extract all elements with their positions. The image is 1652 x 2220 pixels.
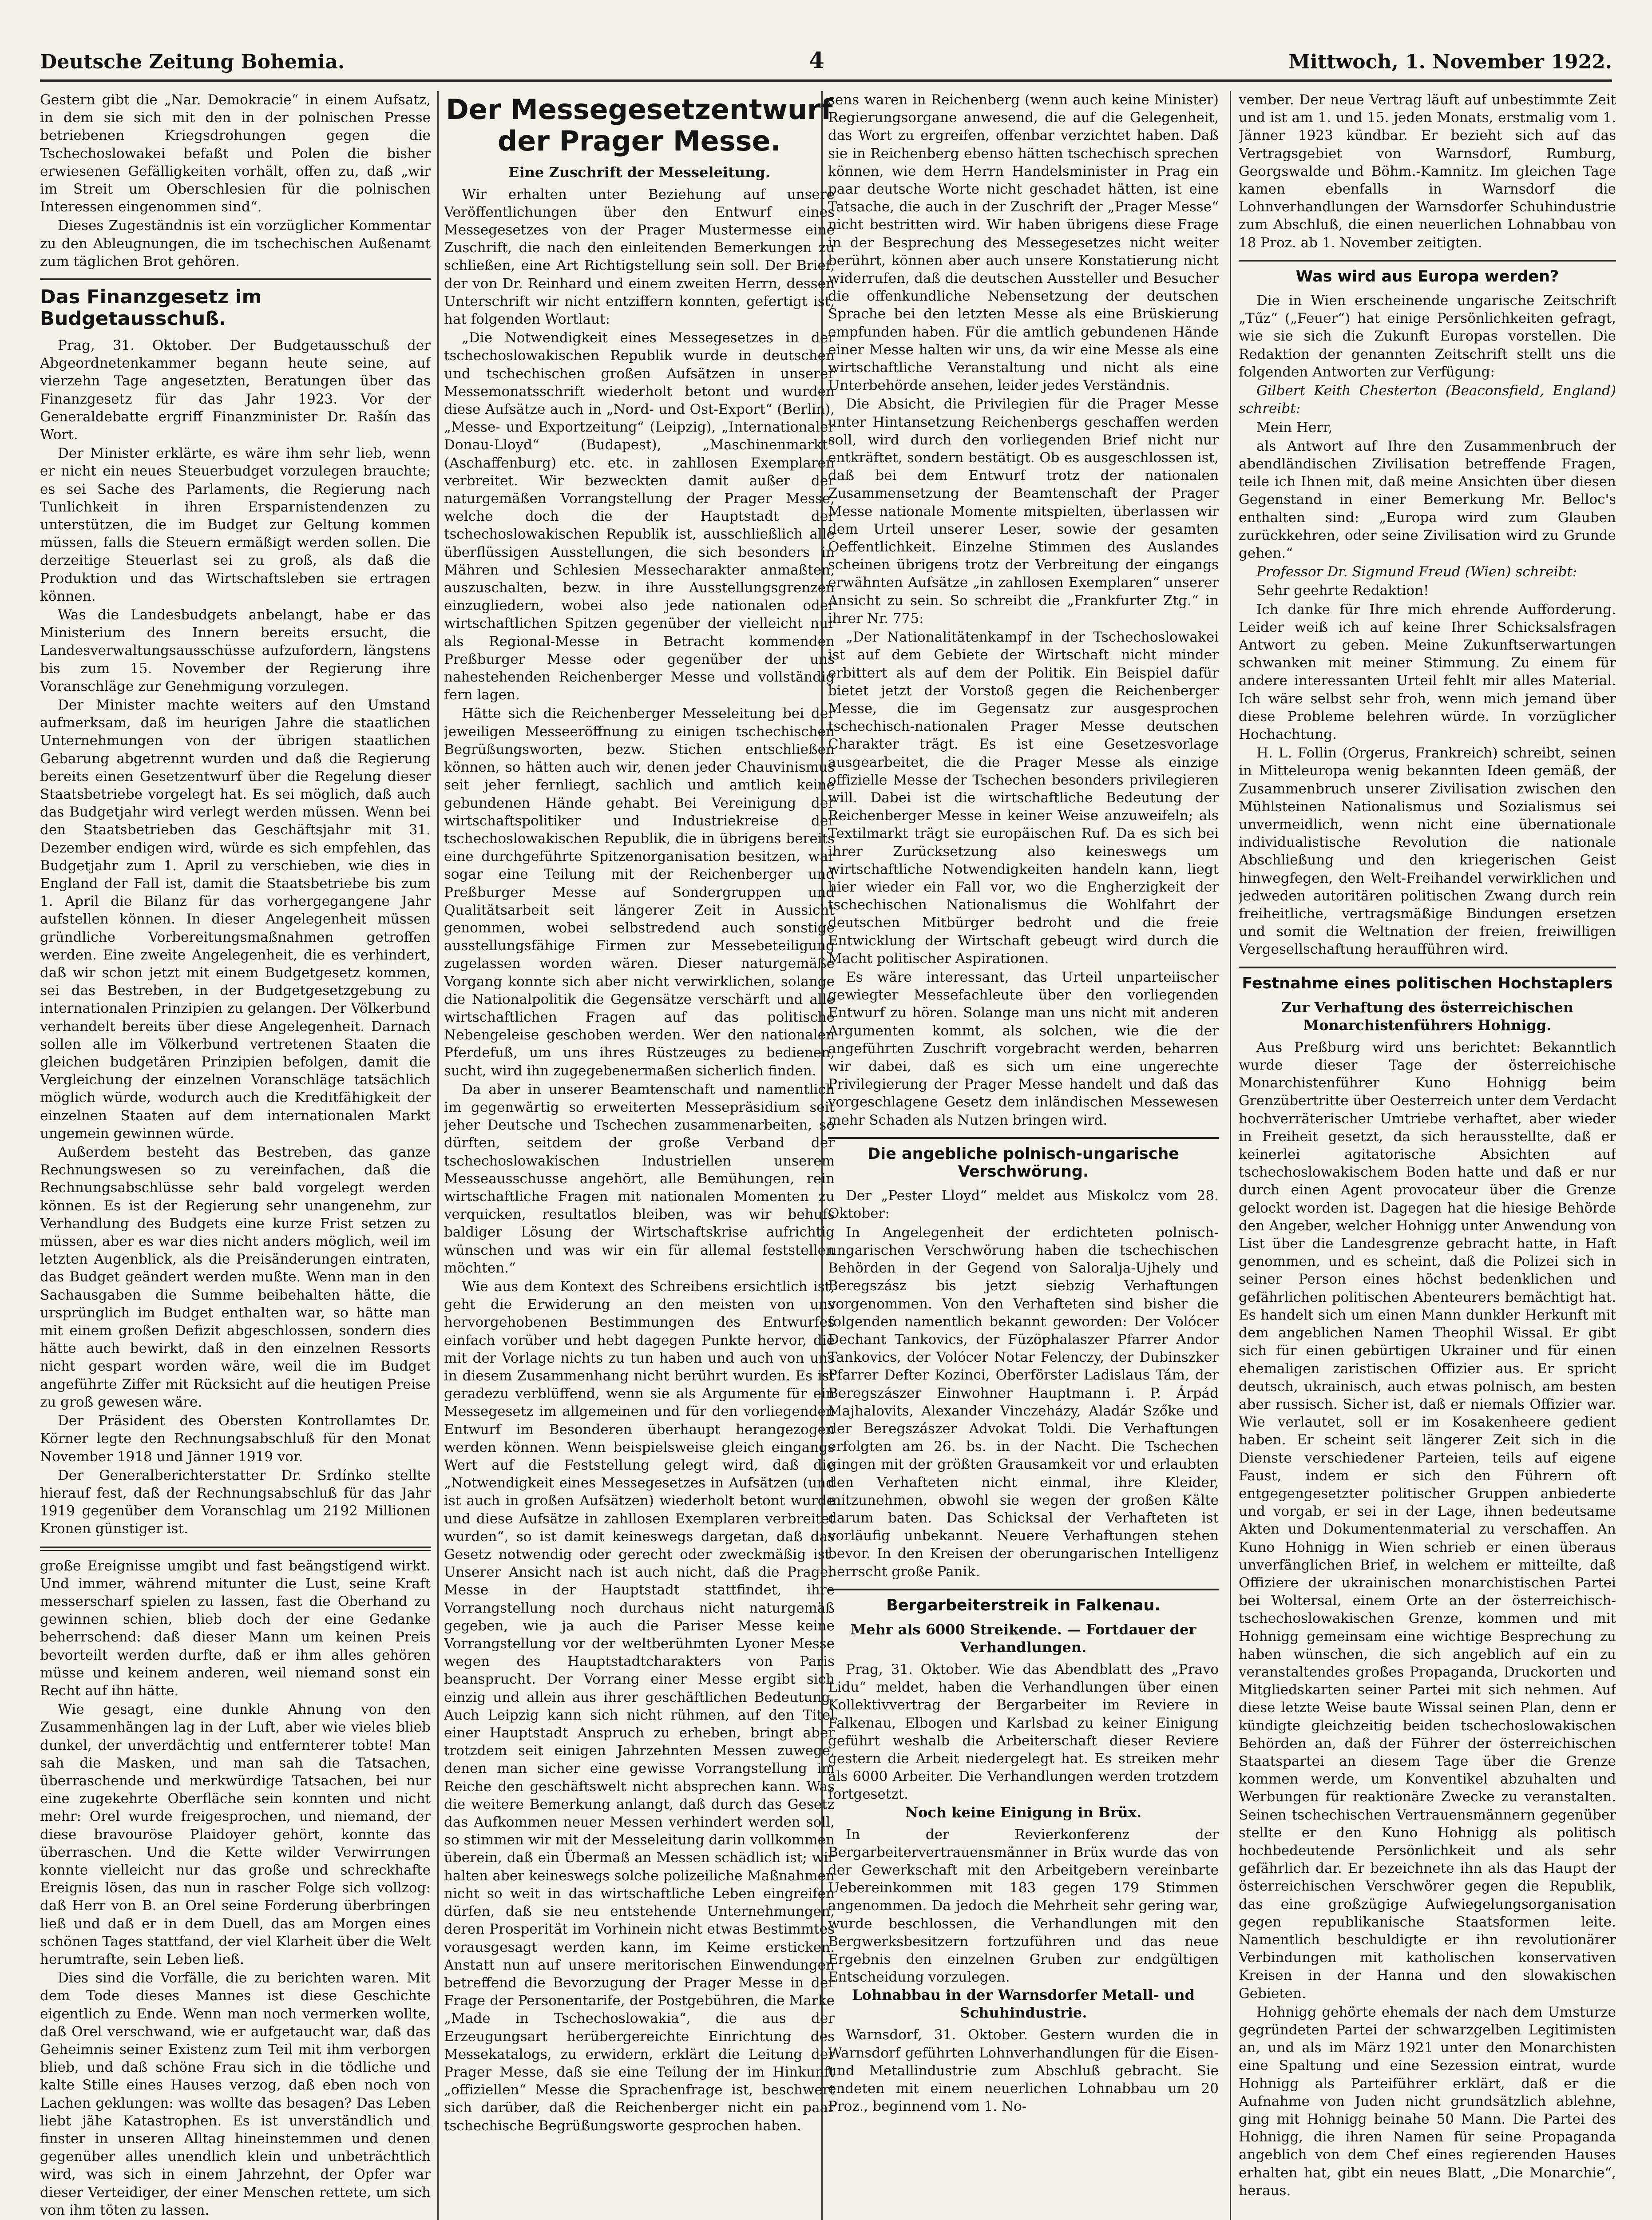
paragraph: Es wäre interessant, das Urteil unparteiischer gewiegter Messefachleute über den vorliegenden Entwurf zu hören. Solange man uns nicht mit anderen Argumenten kommt, als solchen, wie die der angeführten Zuschrift vorgebracht werden, beharren wir dabei, daß es sich um eine ungerechte Privilegierung der Prager Messe handelt und daß das vorgeschlagene Gesetz dem inländischen Messewesen mehr Schaden als Nutzen bringen wird. <box>828 969 1219 1128</box>
paragraph: Wie gesagt, eine dunkle Ahnung von den Zusammenhängen lag in der Luft, aber wie vieles blieb dunkel, der unverdächtig und entfernterer tobte! Man sah die Masken, und man sah die Tatsachen, überraschende und merkwürdige Tatsachen, bei nur eine zugekehrte Oberfläche sein konnten und nicht mehr: Orel wurde freigesprochen, und niemand, der diese bravouröse Plaidoyer gehört, konnte das überraschen. Und die Kette wilder Verwirrungen konnte vielleicht nur das große und schreckhafte Ereignis lösen, das nun in rascher Folge sich vollzog: daß Herr von B. an Orel seine Forderung überbringen ließ und daß er in dem Duell, das am Morgen eines schönen Tages stattfand, der viel Klarheit über die Welt herumtrafte, sein Leben ließ. <box>40 1701 431 1967</box>
column-3 <box>828 91 1219 2220</box>
paragraph: Hätte sich die Reichenberger Messeleitung bei der jeweiligen Messeeröffnung zu einigen tschechischen Begrüßungsworten, bezw. Stichen entschließen können, so hätten auch wir, denen jeder Chauvinismus seit jeher fernliegt, sachlich und amtlich keine gebundenen Hände gehabt. Bei Vereinigung der wirtschaftspolitiker und Industriekreise der tschechoslowakischen Republik, die in übrigens bereits eine durchgeführte Spitzenorganisation besitzen, war sogar eine Teilung mit der Reichenberger und Preßburger Messe auf Sondergruppen und Qualitätsarbeit seit längerer Zeit in Aussicht genommen, wobei selbstredend auch sonstige ausstellungsfähige Firmen zur Messebeteiligung zugelassen worden wären. Dieser naturgemäße Vorgang konnte sich aber nicht verwirklichen, solange die Nationalpolitik die Gegensätze verschärft und alle wirtschaftlichen Fragen auf das politische Nebengeleise geschoben werden. Wer den nationalen Pferdefuß, um uns ihres Rüstzeuges zu bedienen, sucht, wird ihn zugegebenermaßen sicherlich finden. <box>444 706 835 1079</box>
headline-messegesetz: Der Messegesetzentwurf der Prager Messe. <box>446 93 833 158</box>
column-1 <box>40 91 431 2220</box>
divider <box>40 278 431 280</box>
paragraph: Dieses Zugeständnis ist ein vorzüglicher Kommentar zu den Ableugnungen, die im tschechischen Außenamt zum täglichen Brot gehören. <box>40 218 431 270</box>
page-number: 4 <box>808 47 824 73</box>
paragraph: Prag, 31. Oktober. Der Budgetausschuß der Abgeordnetenkammer begann heute seine, auf vierzehn Tage angesetzten, Beratungen über das Finanzgesetz für das Jahr 1923. Vor der Generaldebatte ergriff Finanzminister Dr. Rašín das Wort. <box>40 337 431 443</box>
paragraph: Mein Herr, <box>1256 419 1333 436</box>
column-4 <box>1239 91 1616 2220</box>
column-divider <box>1230 91 1231 2220</box>
paragraph: Aus Preßburg wird uns berichtet: Bekanntlich wurde dieser Tage der österreichische Monarchistenführer Kuno Hohnigg beim Grenzübertritte über Oesterreich unter dem Verdacht hochverräterischer Umtriebe verhaftet, aber wieder in Freiheit gesetzt, da sich herausstellte, daß er keinerlei agitatorische Absichten auf tschechoslowakischem Boden hatte und daß er nur durch einen Agent provocateur über die Grenze gelockt worden ist. Dagegen hat die hiesige Behörde den Angeber, welcher Hohnigg unter Anwendung von List über die Landesgrenze gebracht hatte, in Haft genommen, und es scheint, daß die Polizei sich in seiner Person eines höchst bedenklichen und gefährlichen politischen Abenteurers bemächtigt hat. Es handelt sich um einen Mann dunkler Herkunft mit dem angeblichen Namen Theophil Wissal. Er gibt sich für einen gebürtigen Ukrainer und für einen ehemaligen zaristischen Offizier aus. Er spricht deutsch, ukrainisch, auch etwas polnisch, am besten aber russisch. Sicher ist, daß er niemals Offizier war. Wie verlautet, soll er im Kosakenheere gedient haben. Er scheint seit längerer Zeit sich in die Dienste verschiedener Parteien, teils auf eigene Faust, indem er sich den Führern oft entgegengesetzter politischer Gruppen anbiederte und vorgab, er sei in der Lage, ihnen bedeutsame Akten und Dokumentenmaterial zu verschaffen. An Kuno Hohnigg in Wien schrieb er einen überaus unverfänglichen Brief, in welchem er mitteilte, daß Offiziere der ukrainischen monarchistischen Partei bei Woltersal, einem Orte an der österreichisch-tschechoslowakischen Grenze, kommen und mit Hohnigg gemeinsam eine wichtige Besprechung zu haben wünschen, die sich angeblich auf ein zu veranstaltendes großes Propaganda, Druckorten und Mitgliedskarten seiner Partei mit sich nehmen. Auf diese letzte Weise baute Wissal seinen Plan, denn er kündigte gleichzeitig beiden tschechoslowakischen Behörden an, daß der Führer der österreichischen Staatspartei an diesem Tage über die Grenze kommen werde, um Konventikel abzuhalten und Werbungen für reaktionäre Zwecke zu veranstalten. Seinen tschechischen Vertrauensmännern gegenüber stellte er den Kuno Hohnigg als politisch hochbedeutende Persönlichkeit und als sehr gefährlich dar. Er bezeichnete ihn als das Haupt der österreichischen Verschwörer gegen die Republik, das eine großzügige Aufwiegelungsorganisation gegen republikanische Staatsformen leite. Namentlich beschuldigte er ihn revolutionärer Verbindungen mit katholischen konservativen Kreisen in der Hanna und den slowakischen Gebieten. <box>1239 1039 1616 2002</box>
paragraph: Der Minister erklärte, es wäre ihm sehr lieb, wenn er nicht ein neues Steuerbudget vorzulegen brauchte; es sei Sache des Parlaments, die Regierung nach Tunlichkeit in ihren Ersparnistendenzen zu unterstützen, die im Budget zur Geltung kommen müssen, falls die Steuern ermäßigt werden sollen. Die derzeitige Steuerlast sei zu groß, als daß die Produktion und das Wirtschaftsleben sie ertragen können. <box>40 445 431 604</box>
paragraph: Gestern gibt die „Nar. Demokracie“ in einem Aufsatz, in dem sie sich mit den in der polnischen Presse betriebenen Kriegsdrohungen gegen die Tschechoslowakei befaßt und Polen die bisher erwiesenen Gefälligkeiten vorhält, offen zu, daß „wir im Streit um Oberschlesien für die polnischen Interessen eingenommen sind“. <box>40 92 431 215</box>
paragraph: Der Minister machte weiters auf den Umstand aufmerksam, daß im heurigen Jahre die staatlichen Unternehmungen von der übrigen staatlichen Gebarung abgetrennt wurden und daß die Regierung bereits einen Gesetzentwurf über die Regelung dieser Staatsbetriebe vorgelegt hat. Es sei möglich, daß auch das Budgetjahr wird verlegt werden müssen. Wenn bei den Staatsbetrieben das Geschäftsjahr mit 31. Dezember endigen wird, würde es sich empfehlen, das Budgetjahr zum 1. April zu verschieben, wie dies in England der Fall ist, damit die Staatsbetriebe bis zum 1. April die Bilanz für das vorhergegangene Jahr aufstellen können. In dieser Angelegenheit müssen gründliche Vorbereitungsmaßnahmen getroffen werden. Eine zweite Angelegenheit, die es verhindert, daß wir schon jetzt mit einem Budgetgesetz kommen, sei das Bestreben, in der Budgetgesetzgebung zu internationalen Prinzipien zu gelangen. Der Völkerbund verhandelt bereits über diese Angelegenheit. Darnach sollen alle im Völkerbund vertretenen Staaten die gleichen budgetären Prinzipien befolgen, damit die Vergleichung der einzelnen Voranschläge tatsächlich möglich würde, wodurch auch die Kreditfähigkeit der einzelnen Staaten auf dem internationalen Markt ungemein gewinnen würde. <box>40 697 431 1142</box>
headline-brux: Noch keine Einigung in Brüx. <box>905 1804 1142 1821</box>
byline: Professor Dr. Sigmund Freud (Wien) schreibt: <box>1256 564 1577 580</box>
paragraph: „Der Nationalitätenkampf in der Tschechoslowakei ist auf dem Gebiete der Wirtschaft nicht minder erbittert als auf dem der Politik. Ein Beispiel dafür bietet jetzt der Vorstoß gegen die Reichenberger Messe, die im Gegensatz zur ausgesprochen tschechisch-nationalen Prager Messe deutschen Charakter trägt. Es ist eine Gesetzesvorlage ausgearbeitet, die die Prager Messe als einzige offizielle Messe der Tschechen besonders privilegieren will. Dabei ist die wirtschaftliche Bedeutung der Reichenberger Messe in keiner Weise anzuweifeln; als Textilmarkt trägt sie europäischen Ruf. Da es sich bei ihrer Zurücksetzung also keineswegs um wirtschaftliche Notwendigkeiten handeln kann, liegt hier wieder ein Fall vor, wo die Engherzigkeit der tschechischen Nationalismus die Wohlfahrt der deutschen Mitbürger bedroht und die freie Entwicklung der Wirtschaft gebeugt wird durch die Macht politischer Aspirationen. <box>828 629 1219 967</box>
newspaper-name: Deutsche Zeitung Bohemia. <box>40 51 345 73</box>
issue-date: Mittwoch, 1. November 1922. <box>1288 51 1612 73</box>
paragraph: „Die Notwendigkeit eines Messegesetzes in der tschechoslowakischen Republik wurde in deutschen und tschechischen großen Aufsätzen in unserer Messemonatsschrift wiederholt betont und wurden diese Aufsätze auch in „Nord- und Ost-Export“ (Berlin), „Messe- und Exportzeitung“ (Leipzig), „Internationaler Donau-Lloyd“ (Budapest), „Maschinenmarkt“ (Aschaffenburg) etc. etc. in zahllosen Exemplaren verbreitet. Wir bezweckten damit außer der naturgemäßen Vorrangstellung der Prager Messe, welche doch die der Hauptstadt der tschechoslowakischen Republik ist, ausschließlich alle überflüssigen Ausstellungen, die sich besonders in Mähren und Schlesien Messecharakter anmaßten, auszuschalten, bezw. in ihre Ausstellungsgrenzen einzugliedern, wobei also jede nationalen oder wirtschaftlichen Spitzen gegenüber der vielleicht nur als Regional-Messe in Betracht kommenden Preßburger Messe oder gegenüber der uns nahestehenden Reichenberger Messe und vollständig fern lagen. <box>444 330 835 703</box>
feuilleton-divider <box>40 1546 431 1551</box>
paragraph: H. L. Follin (Orgerus, Frankreich) schreibt, seinen in Mitteleuropa wenig bekannten Ideen gemäß, der Zusammenbruch unserer Zivilisation zwischen den Mühlsteinen Nationalismus und Sozialismus sei unvermeidlich, wenn nicht eine übernationale individualistische Revolution die nationale Abschließung und den kriegerischen Geist hinwegfegen, den Welt-Freihandel verwirklichen und jedweden autoritären politischen Zwang durch rein freiheitliche, vertragsmäßige Bindungen ersetzen und somit die Weltnation der freien, freiwilligen Vergesellschaftung heraufführen wird. <box>1239 745 1616 958</box>
headline-europa: Was wird aus Europa werden? <box>1295 267 1559 285</box>
headline-verschwoerung: Die angebliche polnisch-ungarische Verschwörung. <box>868 1145 1179 1181</box>
paragraph: Da aber in unserer Beamtenschaft und namentlich im gegenwärtig so erweiterten Messepräsidium seit jeher Deutsche und Tschechen zusammenarbeiten, so dürften, seitdem der große Verband der tschechoslowakischen Industriellen unserem Messeausschusse angehört, alle Bemühungen, rein wirtschaftliche Fragen mit nationalen Momenten zu verquicken, resultatlos bleiben, was wir behufs baldiger Lösung der Wirtschaftskrise aufrichtig wünschen und was wir ein für allemal feststellen möchten.“ <box>444 1081 835 1276</box>
paragraph: Sehr geehrte Redaktion! <box>1256 583 1429 599</box>
paragraph: Ich danke für Ihre mich ehrende Aufforderung. Leider weiß ich auf keine Ihrer Schicksalsfragen Antwort zu geben. Meine Zukunftserwartungen schwanken mit meiner Stimmung. Zu einem für andere interessanten Urteil fehlt mir alles Material. Ich wäre selbst sehr froh, wenn mich jemand über diese Probleme belehren würde. In vorzüglicher Hochachtung. <box>1239 601 1616 742</box>
divider <box>828 1589 1219 1590</box>
byline: Gilbert Keith Chesterton (Beaconsfield, England) schreibt: <box>1239 383 1616 417</box>
column-divider <box>437 91 439 2220</box>
paragraph: Der Präsident des Obersten Kontrollamtes Dr. Körner legte den Rechnungsabschluß für den Monat November 1918 und Jänner 1919 vor. <box>40 1413 431 1465</box>
paragraph: große Ereignisse umgibt und fast beängstigend wirkt. Und immer, während mitunter die Lust, seine Kraft messerscharf spielen zu lassen, fast die Oberhand zu gewinnen schien, blieb doch der eine Gedanke beherrschend: daß dieser Mann um keinen Preis bevorteilt werden durfte, daß er ihm alles gehören müsse und keinem anderen, weil niemand sonst ein Recht auf ihn hätte. <box>40 1558 431 1699</box>
headline-hochstapler: Festnahme eines politischen Hochstaplers <box>1242 974 1613 992</box>
paragraph: Dies sind die Vorfälle, die zu berichten waren. Mit dem Tode dieses Mannes ist diese Geschichte eigentlich zu Ende. Wenn man noch vermerken wollte, daß Orel verschwand, wie er aufgetaucht war, daß das Geheimnis seiner Existenz zum Teil mit ihm verborgen blieb, und daß schöne Frau sich in die tödliche und kalte Stille eines Hauses verzog, daß eben noch von Lachen geklungen: was wollte das besagen? Das Leben liebt jähe Katastrophen. Es ist unverständlich und finster in unseren Alltag hineinstemmen und denen gegenüber alles unendlich klein und unbeträchtlich wird, was sich in einem Jahrzehnt, der Opfer war dieser Verteidiger, der einer Menschen rettete, um sich von ihm töten zu lassen. <box>40 1970 431 2218</box>
paragraph: In Angelegenheit der erdichteten polnisch-ungarischen Verschwörung haben die tschechischen Behörden in der Gegend von Saloralja-Ujhely und Beregszász bis jetzt siebzig Verhaftungen vorgenommen. Von den Verhafteten sind bisher die folgenden namentlich bekannt geworden: Der Volócer Dechant Tankovics, der Füzöphalaszer Pfarrer Andor Tankovics, der Volócer Notar Felenczy, der Dubinszker Pfarrer Defter Kozinci, Oberförster Ladislaus Tám, der Beregszászer Einwohner Hauptmann i. P. Árpád Majhalovits, Alexander Vinczeházy, Aladár Szőke und der Beregszászer Advokat Toldi. Die Verhaftungen erfolgten am 26. bs. in der Nacht. Die Tschechen gingen mit der größten Grausamkeit vor und erlaubten den Verhafteten nicht einmal, ihre Kleider, mitzunehmen, obwohl sie wegen der großen Kälte darum baten. Das Schicksal der Verhafteten ist vorläufig unbekannt. Neuere Verhaftungen stehen bevor. In den Kreisen der oberungarischen Intelligenz herrscht große Panik. <box>828 1224 1219 1580</box>
headline-finanzgesetz: Das Finanzgesetz im Budgetausschuß. <box>40 286 262 330</box>
subheadline: Mehr als 6000 Streikende. — Fortdauer der Verhandlungen. <box>850 1621 1196 1656</box>
paragraph: Warnsdorf, 31. Oktober. Gestern wurden die in Warnsdorf geführten Lohnverhandlungen für die Eisen- und Metallindustrie zum Abschluß gebracht. Sie endeten mit einem neuerlichen Lohnabbau um 20 Proz., beginnend vom 1. No- <box>828 2027 1219 2115</box>
running-header <box>40 42 1612 82</box>
subheadline: Zur Verhaftung des österreichischen Monarchistenführers Hohnigg. <box>1281 999 1574 1034</box>
paragraph: In der Revierkonferenz der Bergarbeitervertrauensmänner in Brüx wurde das von der Gewerkschaft mit den Arbeitgebern vereinbarte Uebereinkommen mit 183 gegen 179 Stimmen angenommen. Da jedoch die Mehrheit sehr gering war, wurde beschlossen, die Verhandlungen mit den Bergwerksbesitzern fortzuführen und das neue Ergebnis den einzelnen Gruben zur endgültigen Entscheidung vorzulegen. <box>828 1826 1219 1986</box>
column-2 <box>444 91 835 2220</box>
paragraph: sens waren in Reichenberg (wenn auch keine Minister) Regierungsorgane anwesend, die auf die Gelegenheit, das Wort zu ergreifen, offenbar verzichtet haben. Daß sie in Reichenberg ebenso hätten tschechisch sprechen können, wie dem Herrn Handelsminister in Prag ein paar deutsche Worte nicht geschadet hätten, ist eine Tatsache, die auch in der Zuschrift der „Prager Messe“ nicht bestritten wird. Wir haben übrigens diese Frage in der Besprechung des Messegesetzes nicht weiter berührt, können aber auch unsere Konstatierung nicht widerrufen, daß die deutschen Aussteller und Besucher die offenkundliche Nebensetzung der deutschen Sprache bei den letzten Messe als eine Brüskierung empfunden haben. Für die amtlich gebundenen Hände einer Messe halten wir uns, da wir eine Messe als eine wirtschaftliche Veranstaltung und nicht als eine Unterbehörde ansehen, leider jedes Verständnis. <box>828 92 1219 394</box>
divider <box>1239 260 1616 262</box>
paragraph: Die Absicht, die Privilegien für die Prager Messe unter Hintansetzung Reichenbergs geschaffen werden soll, wird durch den vorliegenden Brief nicht nur entkräftet, sondern bestätigt. Ob es ausgeschlossen ist, daß bei dem Entwurf trotz der nationalen Zusammensetzung der Beamtenschaft der Prager Messe nationale Momente mitspielten, überlassen wir dem Urteil unserer Leser, sowie der gesamten Oeffentlichkeit. Einzelne Stimmen des Auslandes scheinen übrigens trotz der Verbreitung der eingangs erwähnten Aufsätze „in zahllosen Exemplaren“ unserer Ansicht zu sein. So schreibt die „Frankfurter Ztg.“ in ihrer Nr. 775: <box>828 396 1219 626</box>
paragraph: Wie aus dem Kontext des Schreibens ersichtlich ist, geht die Erwiderung an den meisten von uns hervorgehobenen Bestimmungen des Entwurfes einfach vorüber und hebt dagegen Punkte hervor, die mit der Vorlage nichts zu tun haben und auch von uns in diesem Zusammenhang nicht berührt wurden. Es ist geradezu verblüffend, wenn sie als Argumente für ein Messegesetz im allgemeinen und für den vorliegenden Entwurf im Besonderen überhaupt herangezogen werden können. Wenn beispielsweise gleich eingangs Wert auf die Feststellung gelegt wird, daß die „Notwendigkeit eines Messegesetzes in Aufsätzen (und ist auch in großen Aufsätzen) wiederholt betont wurde und diese Aufsätze in zahllosen Exemplaren verbreitet wurden“, so ist damit keineswegs dargetan, daß das Gesetz notwendig oder gerecht oder zweckmäßig ist. Unserer Ansicht nach ist auch nicht, daß die Prager Messe in der Hauptstadt stattfindet, ihre Vorrangstellung noch durchaus nicht naturgemäß gegeben, wie ja auch die Pariser Messe keine Vorrangstellung vor der weltberühmten Lyoner Messe wegen des Hauptstadtcharakters von Paris beansprucht. Der Vorrang einer Messe ergibt sich einzig und allein aus ihrer geschäftlichen Bedeutung. Auch Leipzig kann sich nicht rühmen, auf den Titel einer Hauptstadt Anspruch zu erheben, bringt aber trotzdem seit einigen Jahrzehnten Messen zuwege, denen man sicher eine gewisse Vorrangstellung im Reiche den geschäftswelt nicht absprechen kann. Was die weitere Bemerkung anlangt, daß durch das Gesetz das Aufkommen neuer Messen verhindert werden soll, so stimmen wir mit der Messeleitung darin vollkommen überein, daß ein Übermaß an Messen schädlich ist; wir halten aber keineswegs solche polizeiliche Maßnahmen nicht so weit in das wirtschaftliche Leben eingreifen dürfen, daß sie neu entstehende Unternehmungen, deren Prosperität im Vorhinein nicht etwas Bestimmtes vorausgesagt werden kann, im Keime ersticken. Anstatt nun auf unsere meritorischen Einwendungen betreffend die Bevorzugung der Prager Messe in der Frage der Personentarife, der Postgebühren, die Marke „Made in Tschechoslowakia“, die aus der Erzeugungsart herübergereichte Einrichtung des Messekatalogs, zu erwidern, erklärt die Leitung der Prager Messe, daß sie eine Teilung der im Hinkunft „offiziellen“ Messe die Sprachenfrage ist, beschwert sich darüber, daß die Reichenberger nicht ein paar tschechische Begrüßungsworte gesprochen haben. <box>444 1278 835 2134</box>
headline-falkenau: Bergarbeiterstreik in Falkenau. <box>886 1596 1161 1614</box>
paragraph: Außerdem besteht das Bestreben, das ganze Rechnungswesen so zu vereinfachen, daß die Rechnungsabschlüsse sehr bald vorgelegt werden können. Es ist der Regierung sehr unangenehm, zur Verhandlung des Budgets eine kurze Frist setzen zu müssen, aber es war dies nicht anders möglich, weil im letzten Augenblick, als die Preisänderungen eintraten, das Budget geändert werden mußte. Wenn man in den Sachausgaben die Summe beibehalten hätte, die ursprünglich im Budget enthalten war, so hätte man mit einem großen Defizit abgeschlossen, sondern dies hätte auch bewirkt, daß in den einzelnen Ressorts nicht gespart worden wäre, weil die im Budget angeführte Ziffer mit Rücksicht auf die heutigen Preise zu groß gewesen wäre. <box>40 1144 431 1410</box>
paragraph: Prag, 31. Oktober. Wie das Abendblatt des „Pravo Lidu“ meldet, haben die Verhandlungen über einen Kollektivvertrag der Bergarbeiter im Reviere in Falkenau, Elbogen und Karlsbad zu keiner Einigung geführt weshalb die Arbeiterschaft dieser Reviere gestern die Arbeit niedergelegt hat. Es streiken mehr als 6000 Arbeiter. Die Verhandlungen werden trotzdem fortgesetzt. <box>828 1661 1219 1803</box>
paragraph: Wir erhalten unter Beziehung auf unsere Veröffentlichungen über den Entwurf eines Messegesetzes von der Prager Mustermesse eine Zuschrift, die nach den einleitenden Bemerkungen zu schließen, eine Art Richtigstellung sein soll. Der Brief, der von Dr. Reinhard und einem zweiten Herrn, dessen Unterschrift wir nicht entziffern konnten, gefertigt ist, hat folgenden Wortlaut: <box>444 186 835 328</box>
headline-warnsdorf: Lohnabbau in der Warnsdorfer Metall- und Schuhindustrie. <box>852 1986 1195 2022</box>
divider <box>1239 967 1616 968</box>
paragraph: als Antwort auf Ihre den Zusammenbruch der abendländischen Zivilisation betreffende Fragen, teile ich Ihnen mit, daß meine Ansichten über diesen Gegenstand in einer Bemerkung Mr. Belloc's enthalten sind: „Europa wird zum Glauben zurückkehren, oder seine Zivilisation wird zu Grunde gehen.“ <box>1239 438 1616 561</box>
paragraph: Was die Landesbudgets anbelangt, habe er das Ministerium des Innern bereits ersucht, die Landesverwaltungsausschüsse aufzufordern, längstens bis zum 15. November der Regierung ihre Voranschläge zur Genehmigung vorzulegen. <box>40 607 431 694</box>
paragraph: Hohnigg gehörte ehemals der nach dem Umsturze gegründeten Partei der schwarzgelben Legitimisten an, und als im März 1921 unter den Monarchisten eine Spaltung und eine Sezession eintrat, wurde Hohnigg als Parteiführer erklärt, daß er die Aufnahme von Juden nicht grundsätzlich ablehne, ging mit Hohnigg beinahe 50 Mann. Die Partei des Hohnigg, die ihren Namen für seine Propaganda angeblich von dem Chef eines regierenden Hauses erhalten hat, gibt ein neues Blatt, „Die Monarchie“, heraus. <box>1239 2004 1616 2199</box>
paragraph: vember. Der neue Vertrag läuft auf unbestimmte Zeit und ist am 1. und 15. jeden Monats, erstmalig vom 1. Jänner 1923 kündbar. Er bezieht sich auf das Vertragsgebiet von Warnsdorf, Rumburg, Georgswalde und Böhm.-Kamnitz. Im gleichen Tage kamen ebenfalls in Warnsdorf die Lohnverhandlungen der Warnsdorfer Schuhindustrie zum Abschluß, die einen neuerlichen Lohnabbau von 18 Proz. ab 1. November zeitigten. <box>1239 92 1616 251</box>
paragraph: Der „Pester Lloyd“ meldet aus Miskolcz vom 28. Oktober: <box>828 1188 1219 1222</box>
subheadline: Eine Zuschrift der Messeleitung. <box>508 163 770 181</box>
paragraph: Der Generalberichterstatter Dr. Srdínko stellte hierauf fest, daß der Rechnungsabschluß für das Jahr 1919 gegenüber dem Voranschlag um 2192 Millionen Kronen günstiger ist. <box>40 1467 431 1537</box>
divider <box>828 1137 1219 1139</box>
paragraph: Die in Wien erscheinende ungarische Zeitschrift „Tűz“ („Feuer“) hat einige Persönlichkeiten gefragt, wie sie sich die Zukunft Europas vorstellen. Die Redaktion der genannten Zeitschrift stellt uns die folgenden Antworten zur Verfügung: <box>1239 293 1616 380</box>
